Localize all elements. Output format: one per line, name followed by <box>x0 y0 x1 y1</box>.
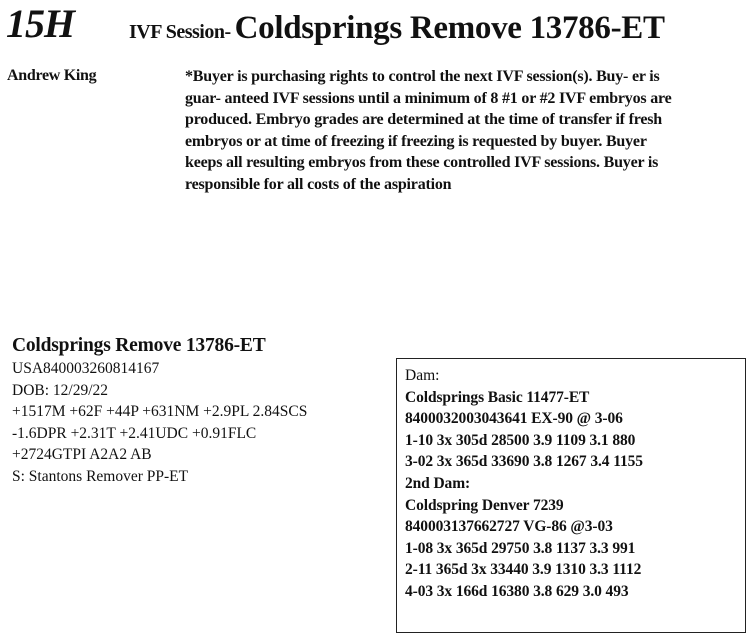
dam-record: 1-10 3x 305d 28500 3.9 1109 3.1 880 <box>405 431 636 449</box>
title-prefix: IVF Session- <box>129 21 231 43</box>
dam-record: 3-02 3x 365d 33690 3.8 1267 3.4 1155 <box>405 453 643 471</box>
animal-genomics-3: +2724GTPI A2A2 AB <box>12 446 152 464</box>
dam-registration: 8400032003043641 EX-90 @ 3-06 <box>405 410 623 428</box>
dam-label: Dam: <box>405 367 440 384</box>
consignor-name: Andrew King <box>7 67 97 84</box>
second-dam-registration: 840003137662727 VG-86 @3-03 <box>405 518 613 536</box>
sale-terms: *Buyer is purchasing rights to control the next IVF session(s). Buy- er is guar- anteed IVF sessions until a minimum of 8 #1 or #2 IVF embryos are produced. Embryo grades are determined at the time of transfer if fresh embryos or at time of freezing if freezing is requested by buyer. Buyer keeps all resulting embryos from these controlled IVF sessions. Buyer is responsible for all costs of the aspiration <box>185 68 672 193</box>
animal-dob: DOB: 12/29/22 <box>12 381 109 399</box>
second-dam-record: 4-03 3x 166d 16380 3.8 629 3.0 493 <box>405 582 629 600</box>
title-main: Coldsprings Remove 13786-ET <box>234 10 665 46</box>
animal-sire: S: Stantons Remover PP-ET <box>12 467 189 485</box>
lot-number: 15H <box>6 1 75 46</box>
page-title <box>129 12 665 45</box>
animal-genomics-1: +1517M +62F +44P +631NM +2.9PL 2.84SCS <box>12 403 308 421</box>
animal-genomics-2: -1.6DPR +2.31T +2.41UDC +0.91FLC <box>12 424 257 442</box>
second-dam-label: 2nd Dam: <box>405 474 471 492</box>
animal-name: Coldsprings Remove 13786-ET <box>12 335 266 356</box>
dam-pedigree-box <box>396 358 746 633</box>
second-dam-record: 2-11 365d 3x 33440 3.9 1310 3.3 1112 <box>405 561 642 579</box>
animal-info <box>12 334 382 488</box>
dam-name: Coldsprings Basic 11477-ET <box>405 388 590 406</box>
second-dam-record: 1-08 3x 365d 29750 3.8 1137 3.3 991 <box>405 539 636 557</box>
animal-registration: USA840003260814167 <box>12 360 160 377</box>
second-dam-name: Coldspring Denver 7239 <box>405 496 564 514</box>
